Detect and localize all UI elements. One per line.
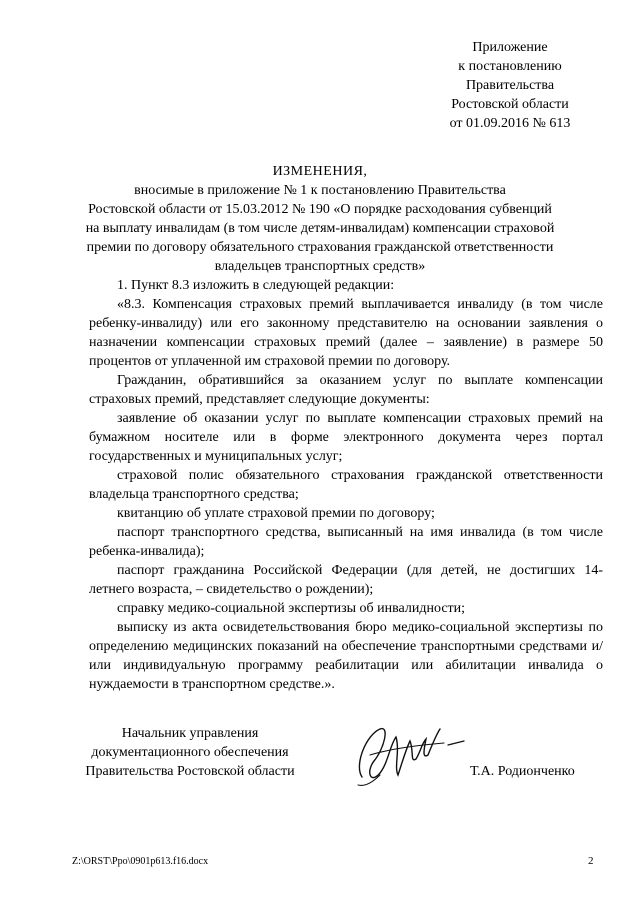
- body-paragraph: квитанцию об уплате страховой премии по договору;: [117, 506, 435, 521]
- body-paragraph: «8.3. Компенсация страховых премий выплачивается инвалиду (в том числе ребенку-инвалиду) или его законному представителю на основании заявления о назначении компенсации страховых премий (далее – заявление) в размере 50 процентов от уплаченной им страховой премии по договору.: [89, 297, 603, 369]
- appendix-line: Правительства: [465, 78, 555, 93]
- signatory-name: Т.А. Родионченко: [470, 764, 575, 779]
- appendix-line: Ростовской области: [451, 97, 569, 112]
- body-paragraph: заявление об оказании услуг по выплате компенсации страховых премий на бумажном носителе или в форме электронного документа через портал государственных и муниципальных услуг;: [89, 411, 603, 464]
- footer-file-path: Z:\ORST\Ppo\0901p613.f16.docx: [72, 856, 209, 867]
- title-line: на выплату инвалидам (в том числе детям-инвалидам) компенсации страховой: [85, 221, 555, 236]
- body-paragraph: Гражданин, обратившийся за оказанием услуг по выплате компенсации страховых премий, представляет следующие документы:: [89, 373, 603, 407]
- signatory-position-line: Начальник управления: [121, 726, 259, 741]
- document-title: [60, 162, 580, 276]
- title-line: Ростовской области от 15.03.2012 № 190 «О порядке расходования субвенций: [88, 202, 552, 217]
- signatory-position-line: документационного обеспечения: [91, 745, 289, 760]
- title-line: вносимые в приложение № 1 к постановлению Правительства: [134, 183, 506, 198]
- appendix-line: от 01.09.2016 № 613: [449, 116, 571, 131]
- signatory-position-line: Правительства Ростовской области: [85, 764, 295, 779]
- title-line: премии по договору обязательного страхования гражданской ответственности: [86, 240, 554, 255]
- signatory-position: [70, 724, 310, 781]
- appendix-line: Приложение: [472, 40, 548, 55]
- body-paragraph: страховой полис обязательного страхования гражданской ответственности владельца транспортного средства;: [89, 468, 603, 502]
- body-paragraph: 1. Пункт 8.3 изложить в следующей редакции:: [117, 278, 395, 293]
- body-paragraph: паспорт гражданина Российской Федерации (для детей, не достигших 14-летнего возраста, – свидетельство о рождении);: [89, 563, 603, 597]
- title-heading: ИЗМЕНЕНИЯ,: [272, 164, 368, 179]
- body-paragraph: справку медико-социальной экспертизы об инвалидности;: [117, 601, 466, 616]
- handwritten-signature: [340, 715, 470, 795]
- body-paragraph: выписку из акта освидетельствования бюро медико-социальной экспертизы по определению медицинских показаний на обеспечение транспортными средствами и/или индивидуальную программу реабилитации или абилитации инвалида о нуждаемости в транспортном средстве.».: [89, 620, 603, 692]
- body-paragraph: паспорт транспортного средства, выписанный на имя инвалида (в том числе ребенка-инвалида);: [89, 525, 603, 559]
- title-line: владельцев транспортных средств»: [214, 259, 426, 274]
- appendix-header: [420, 38, 600, 133]
- appendix-line: к постановлению: [458, 59, 562, 74]
- document-body: [89, 276, 603, 694]
- page-number: 2: [588, 855, 594, 867]
